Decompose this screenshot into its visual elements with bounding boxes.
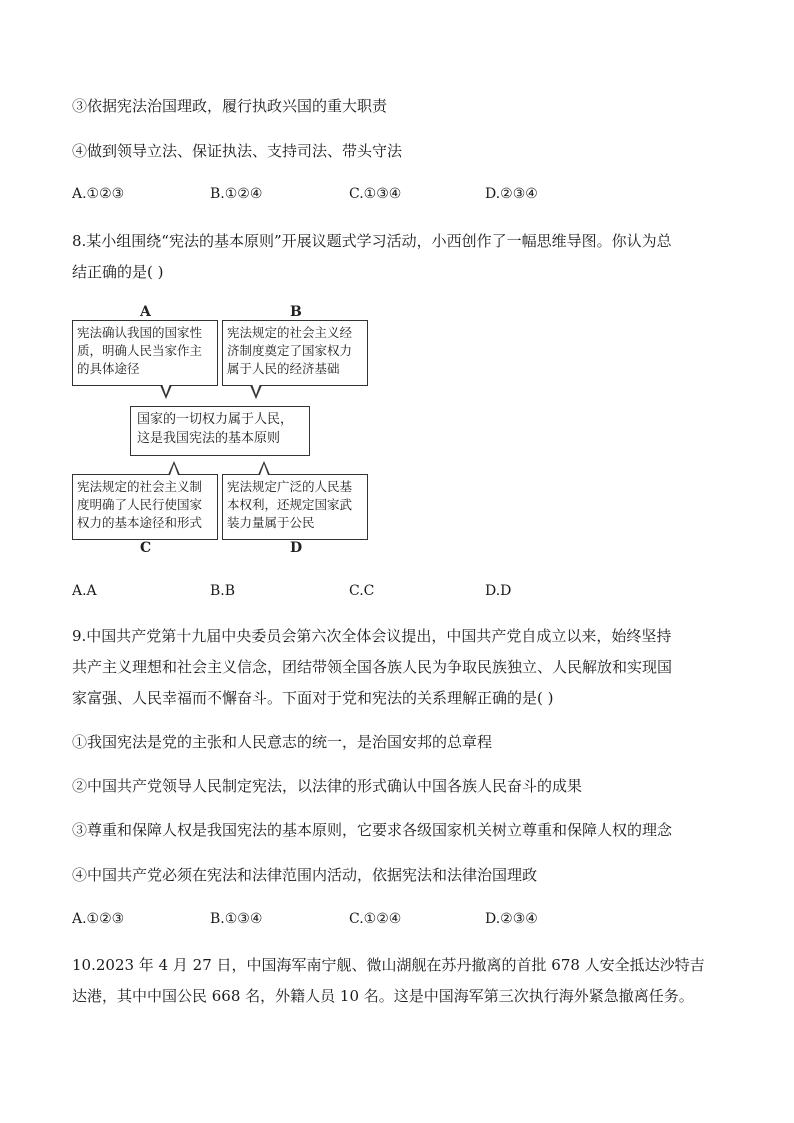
q7-item-4: ④做到领导立法、保证执法、支持司法、带头守法 [72,142,403,160]
q7-item-3: ③依据宪法治国理政，履行执政兴国的重大职责 [72,97,388,115]
box-c-line-2: 度明确了人民行使国家 [77,497,203,512]
mind-map-box-c [72,474,218,540]
mind-map-box-d [222,474,368,540]
q7-option-c[interactable]: C.①③④ [349,186,402,202]
box-c-pointer-fill [170,464,178,475]
q8-option-b[interactable]: B.B [210,583,236,599]
q9-stem-line-3: 家富强、人民幸福而不懈奋斗。下面对于党和宪法的关系理解正确的是( ) [72,689,554,707]
q9-option-a[interactable]: A.①②③ [72,911,125,927]
mind-map-box-a [72,320,218,386]
box-d-line-1: 宪法规定广泛的人民基 [227,479,353,494]
mind-map-diagram [70,302,370,557]
q9-option-b[interactable]: B.①③④ [210,911,263,927]
box-d-line-2: 本权利，还规定国家武 [227,497,353,512]
center-line-2: 这是我国宪法的基本原则 [137,431,281,446]
box-b-line-3: 属于人民的经济基础 [227,361,340,376]
box-b-pointer-fill [252,384,260,395]
box-a-line-2: 质，明确人民当家作主 [77,343,203,358]
q7-option-a[interactable]: A.①②③ [72,186,125,202]
q8-option-c[interactable]: C.C [349,583,375,599]
box-c-line-1: 宪法规定的社会主义制 [77,479,203,494]
q8-option-d[interactable]: D.D [485,583,512,599]
q8-stem-line-2: 结正确的是( ) [72,263,164,281]
label-b: B [290,304,302,320]
q10-stem-line-1: 10.2023 年 4 月 27 日，中国海军南宁舰、微山湖舰在苏丹撤离的首批 678 人安全抵达沙特吉 [72,956,705,974]
q9-stem-line-2: 共产主义理想和社会主义信念，团结带领全国各族人民为争取民族独立、人民解放和实现国 [72,658,673,676]
q9-option-c[interactable]: C.①②④ [349,911,402,927]
box-b-line-1: 宪法规定的社会主义经 [227,325,353,340]
box-d-line-3: 装力量属于公民 [227,515,315,530]
q9-option-d[interactable]: D.②③④ [485,911,538,927]
mind-map-center-box [130,406,310,456]
q7-option-d[interactable]: D.②③④ [485,186,538,202]
box-a-line-1: 宪法确认我国的国家性 [77,325,203,340]
q9-item-1: ①我国宪法是党的主张和人民意志的统一，是治国安邦的总章程 [72,733,493,751]
box-c-line-3: 权力的基本途径和形式 [77,515,203,530]
q9-item-2: ②中国共产党领导人民制定宪法，以法律的形式确认中国各族人民奋斗的成果 [72,777,583,795]
center-line-1: 国家的一切权力属于人民， [137,412,294,427]
label-d: D [290,540,303,556]
box-a-line-3: 的具体途径 [77,361,140,376]
label-a: A [140,304,151,320]
box-b-line-2: 济制度奠定了国家权力 [227,343,353,358]
q10-stem-line-2: 达港，其中中国公民 668 名，外籍人员 10 名。这是中国海军第三次执行海外紧急撤离任务。 [72,987,694,1005]
q7-option-b[interactable]: B.①②④ [210,186,263,202]
q9-stem-line-1: 9.中国共产党第十九届中央委员会第六次全体会议提出，中国共产党自成立以来，始终坚持 [72,627,672,645]
q9-item-3: ③尊重和保障人权是我国宪法的基本原则，它要求各级国家机关树立尊重和保障人权的理念 [72,821,673,839]
box-a-pointer-fill [162,384,170,395]
box-d-pointer-fill [260,464,268,475]
label-c: C [140,540,152,556]
q8-stem-line-1: 8.某小组围绕“宪法的基本原则”开展议题式学习活动，小西创作了一幅思维导图。你认为总 [72,232,672,250]
q9-item-4: ④中国共产党必须在宪法和法律范围内活动，依据宪法和法律治国理政 [72,866,538,884]
mind-map-box-b [222,320,368,386]
q8-option-a[interactable]: A.A [72,583,97,599]
